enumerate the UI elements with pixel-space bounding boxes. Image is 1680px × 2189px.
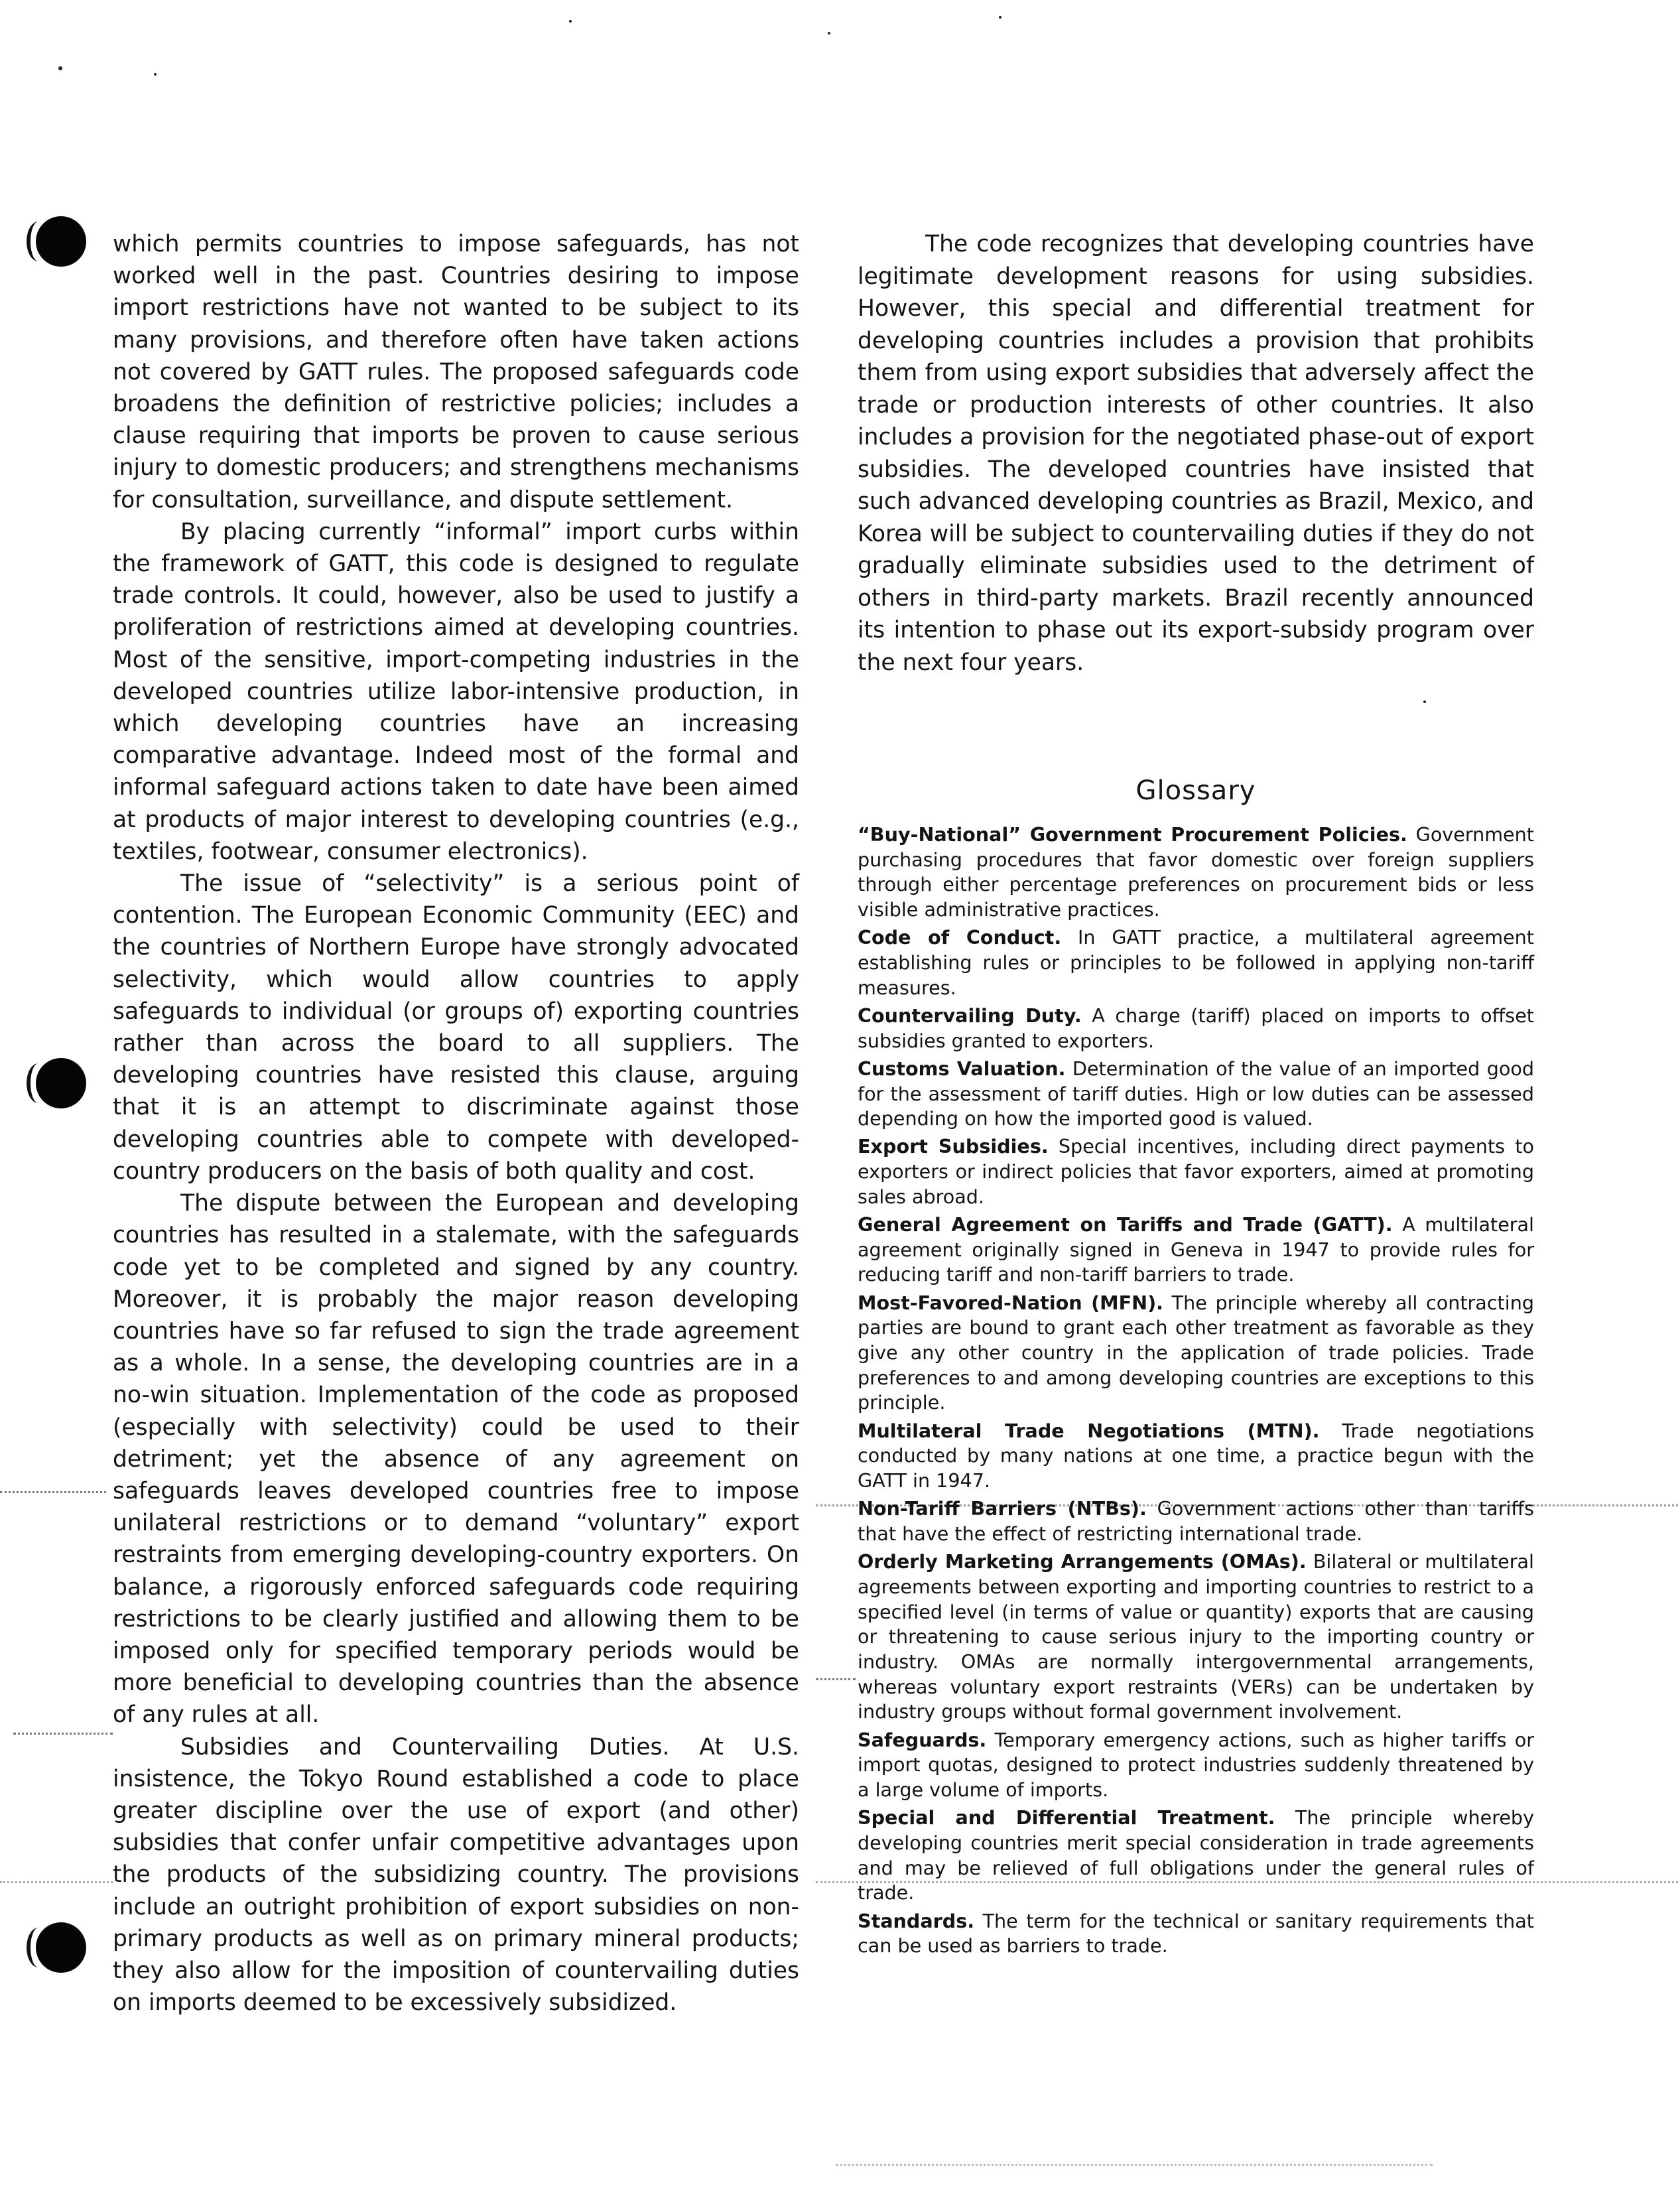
glossary-entry bbox=[858, 1213, 1534, 1288]
scan-speck bbox=[58, 66, 62, 70]
glossary-term: Customs Valuation. bbox=[858, 1057, 1066, 1080]
scan-speck bbox=[154, 73, 157, 76]
body-paragraph: By placing currently “informal” import curbs within the framework of GATT, this code is designed to regulate trade controls. It could, however, also be used to justify a proliferation of restrictions aimed at developing countries. Most of the sensitive, import-competing industries in the developed countries utilize labor-intensive production, in which developing countries have an increasing comparative advantage. Indeed most of the formal and informal safeguard actions taken to date have been aimed at products of major interest to developing countries (e.g., textiles, footwear, consumer electronics). bbox=[113, 518, 799, 865]
glossary-definition: In GATT practice, a multilateral agreement establishing rules or principles to be followed in applying non-tariff measures. bbox=[858, 926, 1534, 999]
scan-speck bbox=[999, 16, 1002, 19]
glossary-entry bbox=[858, 1057, 1534, 1132]
body-paragraph: which permits countries to impose safeguards, has not worked well in the past. Countries desiring to impose import restrictions have not wanted to be subject to its many provisions, and therefore often have taken actions not covered by GATT rules. The proposed safeguards code broadens the definition of restrictive policies; includes a clause requiring that imports be proven to cause serious injury to domestic producers; and strengthens mechanisms for consultation, surveillance, and dispute settlement. bbox=[113, 231, 799, 513]
glossary-term: Orderly Marketing Arrangements (OMAs). bbox=[858, 1550, 1307, 1573]
glossary-term: Countervailing Duty. bbox=[858, 1004, 1082, 1027]
glossary-term: Multilateral Trade Negotiations (MTN). bbox=[858, 1419, 1320, 1442]
glossary-entry bbox=[858, 1806, 1534, 1906]
scan-speck bbox=[828, 32, 830, 34]
glossary-entry bbox=[858, 1004, 1534, 1053]
glossary-definition: Bilateral or multilateral agreements between exporting and importing countries to restrict to a specified level (in terms of value or quantity) exports that are causing or threatening to cause serious injury to the importing country or industry. OMAs are normally intergovernmental arrangements, whereas voluntary export restraints (VERs) can be undertaken by industry groups without formal government involvement. bbox=[858, 1550, 1534, 1723]
body-paragraph: Subsidies and Countervailing Duties. At U.S. insistence, the Tokyo Round established a code to place greater discipline over the use of export (and other) subsidies that confer unfair competitive advantages upon the products of the subsidizing country. The provisions include an outright prohibition of export subsidies on non-primary products as well as on primary mineral products; they also allow for the imposition of countervailing duties on imports deemed to be excessively subsidized. bbox=[113, 1733, 799, 2017]
glossary-definition: A multilateral agreement originally signed in Geneva in 1947 to provide rules for reducing tariff and non-tariff barriers to trade. bbox=[858, 1213, 1535, 1286]
scan-smudge bbox=[0, 1491, 106, 1494]
binder-hole-bottom bbox=[36, 1922, 86, 1973]
glossary-term: “Buy-National” Government Procurement Policies. bbox=[858, 823, 1407, 846]
body-paragraph: The code recognizes that developing countries have legitimate development reasons for using subsidies. However, this special and differential treatment for developing countries includes a provision that prohibits them from using export subsidies that adversely affect the trade or production interests of other countries. It also includes a provision for the negotiated phase-out of export subsidies. The developed countries have insisted that such advanced developing countries as Brazil, Mexico, and Korea will be subject to countervailing duties if they do not gradually eliminate subsidies used to the detriment of others in third-party markets. Brazil recently announced its intention to phase out its export-subsidy program over the next four years. bbox=[858, 231, 1534, 676]
glossary-term: Export Subsidies. bbox=[858, 1135, 1049, 1158]
glossary-definition: Special incentives, including direct payments to exporters or indirect policies that favor exporters, aimed at promoting sales abroad. bbox=[858, 1135, 1534, 1208]
binder-hole-top bbox=[36, 216, 86, 267]
scan-smudge bbox=[816, 1678, 856, 1682]
glossary-definition: A charge (tariff) placed on imports to offset subsidies granted to exporters. bbox=[858, 1004, 1534, 1052]
scan-smudge bbox=[0, 1881, 113, 1885]
glossary-definition: The principle whereby developing countries merit special consideration in trade agreements and may be relieved of full obligations under the general rules of trade. bbox=[858, 1806, 1534, 1904]
glossary-term: Standards. bbox=[858, 1909, 975, 1932]
glossary-term: Special and Differential Treatment. bbox=[858, 1806, 1275, 1829]
scan-speck bbox=[1423, 700, 1426, 703]
glossary-definition: Trade negotiations conducted by many nations at one time, a practice begun with the GATT in 1947. bbox=[858, 1419, 1534, 1492]
glossary-list bbox=[858, 823, 1534, 1961]
glossary-term: Most-Favored-Nation (MFN). bbox=[858, 1291, 1164, 1314]
glossary-entry bbox=[858, 925, 1534, 1000]
glossary-entry bbox=[858, 1728, 1534, 1803]
glossary-definition: Government actions other than tariffs that have the effect of restricting international trade. bbox=[858, 1497, 1534, 1545]
glossary-entry bbox=[858, 1291, 1534, 1416]
glossary-term: General Agreement on Tariffs and Trade (GATT). bbox=[858, 1213, 1393, 1236]
glossary-term: Code of Conduct. bbox=[858, 926, 1062, 949]
glossary-entry bbox=[858, 1550, 1534, 1725]
glossary-definition: Determination of the value of an imported good for the assessment of tariff duties. High or low duties can be assessed depending on how the imported good is valued. bbox=[858, 1057, 1535, 1130]
glossary-entry bbox=[858, 1909, 1534, 1959]
body-paragraph: The dispute between the European and developing countries has resulted in a stalemate, with the safeguards code yet to be completed and signed by any country. Moreover, it is probably the major reason developing countries have so far refused to sign the trade agreement as a whole. In a sense, the developing countries are in a no-win situation. Implementation of the code as proposed (especially with selectivity) could be used to their detriment; yet the absence of any agreement on safeguards leaves developed countries free to impose unilateral restrictions or to demand “voluntary” export restraints from emerging developing-country exporters. On balance, a rigorously enforced safeguards code requiring restrictions to be clearly justified and allowing them to be imposed only for specified temporary periods would be more beneficial to developing countries than the absence of any rules at all. bbox=[113, 1190, 799, 1729]
body-paragraph: The issue of “selectivity” is a serious point of contention. The European Economic Community (EEC) and the countries of Northern Europe have strongly advocated selectivity, which would allow countries to apply safeguards to individual (or groups of) exporting countries rather than across the board to all suppliers. The developing countries have resisted this clause, arguing that it is an attempt to discriminate against those developing countries able to compete with developed-country producers on the basis of both quality and cost. bbox=[113, 870, 799, 1185]
glossary-definition: The principle whereby all contracting parties are bound to grant each other treatment as favorable as they give any other country in the application of trade policies. Trade preferences to and among developing countries are exceptions to this principle. bbox=[858, 1291, 1534, 1414]
glossary-definition: Government purchasing procedures that favor domestic over foreign suppliers through either percentage preferences on procurement bids or less visible administrative practices. bbox=[858, 823, 1534, 921]
scan-smudge bbox=[836, 2164, 1433, 2167]
glossary-definition: The term for the technical or sanitary requirements that can be used as barriers to trade. bbox=[858, 1909, 1534, 1957]
glossary-term: Non-Tariff Barriers (NTBs). bbox=[858, 1497, 1147, 1520]
scan-speck bbox=[569, 20, 572, 23]
left-column bbox=[113, 228, 799, 2019]
glossary-entry bbox=[858, 1496, 1534, 1546]
glossary-entry bbox=[858, 823, 1534, 923]
right-column bbox=[858, 228, 1534, 679]
glossary-term: Safeguards. bbox=[858, 1728, 987, 1751]
scan-smudge bbox=[13, 1733, 113, 1736]
binder-hole-middle bbox=[36, 1058, 86, 1108]
glossary-entry bbox=[858, 1134, 1534, 1209]
glossary-definition: Temporary emergency actions, such as higher tariffs or import quotas, designed to protect industries suddenly threatened by a large volume of imports. bbox=[858, 1728, 1534, 1802]
glossary-entry bbox=[858, 1419, 1534, 1494]
glossary-title: Glossary bbox=[1135, 775, 1256, 806]
